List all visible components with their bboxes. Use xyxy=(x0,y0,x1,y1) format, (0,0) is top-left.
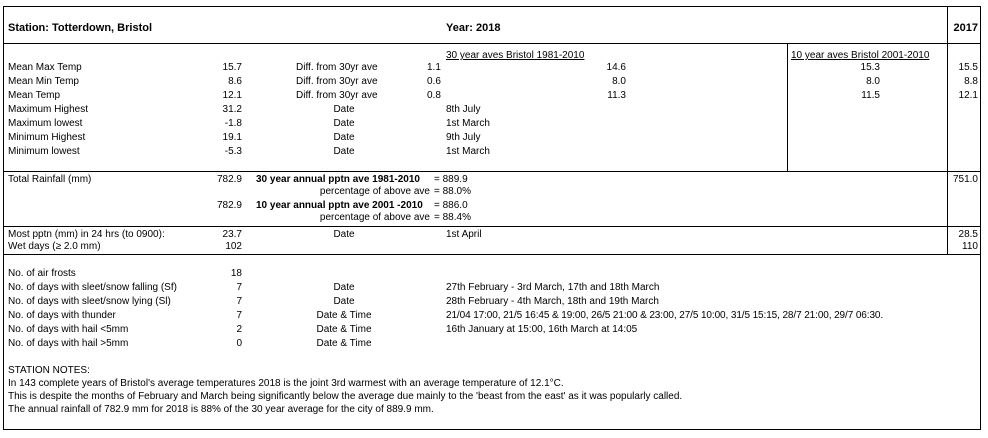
prev-year-value: 15.5 xyxy=(958,62,978,73)
note-line: In 143 complete years of Bristol's average temperatures 2018 is the joint 3rd warmest with an average temperature of 12.1°C. xyxy=(8,378,564,389)
rain-ave30-value: = 889.9 xyxy=(434,174,468,185)
rain-ave30-text: 30 year annual pptn ave 1981-2010 xyxy=(256,174,420,185)
rain-pct-value: = 88.0% xyxy=(434,186,471,197)
diff-label: Diff. from 30yr ave xyxy=(296,90,378,101)
ave10-value: 8.0 xyxy=(866,76,880,87)
rainfall-value: 782.9 xyxy=(216,174,242,185)
report-year: Year: 2018 xyxy=(446,22,501,34)
extreme-date: 8th July xyxy=(446,104,481,115)
count-value: 18 xyxy=(230,268,242,279)
rain-divider xyxy=(3,226,981,227)
count-value: 7 xyxy=(236,310,242,321)
wet-divider xyxy=(3,254,981,255)
ave10-value: 15.3 xyxy=(860,62,880,73)
header-divider xyxy=(3,43,981,44)
count-value: 0 xyxy=(236,338,242,349)
ave30-value: 11.3 xyxy=(607,90,626,101)
diff-label: Diff. from 30yr ave xyxy=(296,76,378,87)
wet-days-label: Wet days (≥ 2.0 mm) xyxy=(8,241,101,252)
temps-divider xyxy=(3,171,981,172)
extreme-date: 9th July xyxy=(446,132,481,143)
rainfall-value: 782.9 xyxy=(216,200,242,211)
diff-value: 0.8 xyxy=(427,90,441,101)
count-value: 2 xyxy=(236,324,242,335)
date-label: Date xyxy=(333,282,355,293)
count-value: 7 xyxy=(236,282,242,293)
count-label: No. of days with hail <5mm xyxy=(8,324,129,335)
temp-value: -5.3 xyxy=(224,146,242,157)
rainfall-label: Total Rainfall (mm) xyxy=(8,174,92,185)
temp-label: Mean Min Temp xyxy=(8,76,79,87)
count-label: No. of air frosts xyxy=(8,268,76,279)
pptn24-label: Most pptn (mm) in 24 hrs (to 0900): xyxy=(8,229,165,240)
note-line: The annual rainfall of 782.9 mm for 2018 is 88% of the 30 year average for the city of 889.9 mm. xyxy=(8,404,434,415)
date-label: Date xyxy=(333,104,355,115)
diff-value: 1.1 xyxy=(427,62,441,73)
diff-value: 0.6 xyxy=(427,76,441,87)
temp-label: Maximum lowest xyxy=(8,118,83,129)
count-value: 7 xyxy=(236,296,242,307)
ave30-value: 14.6 xyxy=(606,62,626,73)
ave10-value: 11.5 xyxy=(861,90,880,101)
date-label: Date & Time xyxy=(316,324,372,335)
rain-prev-year: 751.0 xyxy=(952,174,978,185)
date-label: Date & Time xyxy=(316,338,372,349)
rain-pct-value: = 88.4% xyxy=(434,212,471,223)
count-dates: 21/04 17:00, 21/5 16:45 & 19:00, 26/5 21:00 & 23:00, 27/5 10:00, 31/5 15:15, 28/7 21:00, 29/7 06:30. xyxy=(446,310,884,321)
temp-value: 12.1 xyxy=(222,90,242,101)
count-label: No. of days with thunder xyxy=(8,310,116,321)
rain-ave10-value: = 886.0 xyxy=(434,200,468,211)
temp-value: 19.1 xyxy=(222,132,242,143)
pptn24-prev-year: 28.5 xyxy=(958,229,978,240)
prev-year-value: 12.1 xyxy=(958,90,978,101)
count-dates: 16th January at 15:00, 16th March at 14:05 xyxy=(446,324,638,335)
date-label: Date & Time xyxy=(316,310,372,321)
station-name: Station: Totterdown, Bristol xyxy=(8,22,153,34)
date-label: Date xyxy=(333,146,355,157)
prev-year-column-divider xyxy=(947,6,948,254)
temp-label: Maximum Highest xyxy=(8,104,89,115)
report-frame xyxy=(3,6,981,430)
count-dates: 27th February - 3rd March, 17th and 18th March xyxy=(446,282,660,293)
ave10-header: 10 year aves Bristol 2001-2010 xyxy=(791,50,930,61)
prev-year-value: 8.8 xyxy=(964,76,978,87)
ave10-column-divider xyxy=(787,43,788,171)
rain-pct-label: percentage of above ave xyxy=(319,186,430,197)
temp-value: -1.8 xyxy=(224,118,242,129)
ave30-value: 8.0 xyxy=(612,76,626,87)
temp-label: Minimum lowest xyxy=(8,146,80,157)
count-label: No. of days with hail >5mm xyxy=(8,338,129,349)
count-label: No. of days with sleet/snow lying (Sl) xyxy=(8,296,171,307)
temp-value: 31.2 xyxy=(222,104,242,115)
notes-title: STATION NOTES: xyxy=(8,365,90,376)
count-dates: 28th February - 4th March, 18th and 19th March xyxy=(446,296,659,307)
temp-value: 15.7 xyxy=(222,62,242,73)
extreme-date: 1st March xyxy=(446,146,490,157)
rain-ave10-text: 10 year annual pptn ave 2001 -2010 xyxy=(256,200,423,211)
date-label: Date xyxy=(333,132,355,143)
pptn24-value: 23.7 xyxy=(222,229,242,240)
prev-year-header: 2017 xyxy=(953,22,978,34)
date-label: Date xyxy=(333,229,355,240)
temp-value: 8.6 xyxy=(228,76,242,87)
rain-pct-label: percentage of above ave xyxy=(319,212,430,223)
date-label: Date xyxy=(333,296,355,307)
date-label: Date xyxy=(333,118,355,129)
ave30-header: 30 year aves Bristol 1981-2010 xyxy=(446,50,585,61)
temp-label: Mean Temp xyxy=(8,90,61,101)
temp-label: Mean Max Temp xyxy=(8,62,82,73)
note-line: This is despite the months of February and March being significantly below the average due mainly to the 'beast from the east' as it was popularly called. xyxy=(8,391,683,402)
pptn24-date: 1st April xyxy=(446,229,482,240)
count-label: No. of days with sleet/snow falling (Sf) xyxy=(8,282,177,293)
wet-days-prev-year: 110 xyxy=(962,241,978,252)
diff-label: Diff. from 30yr ave xyxy=(296,62,378,73)
extreme-date: 1st March xyxy=(446,118,490,129)
temp-label: Minimum Highest xyxy=(8,132,86,143)
wet-days-value: 102 xyxy=(225,241,242,252)
